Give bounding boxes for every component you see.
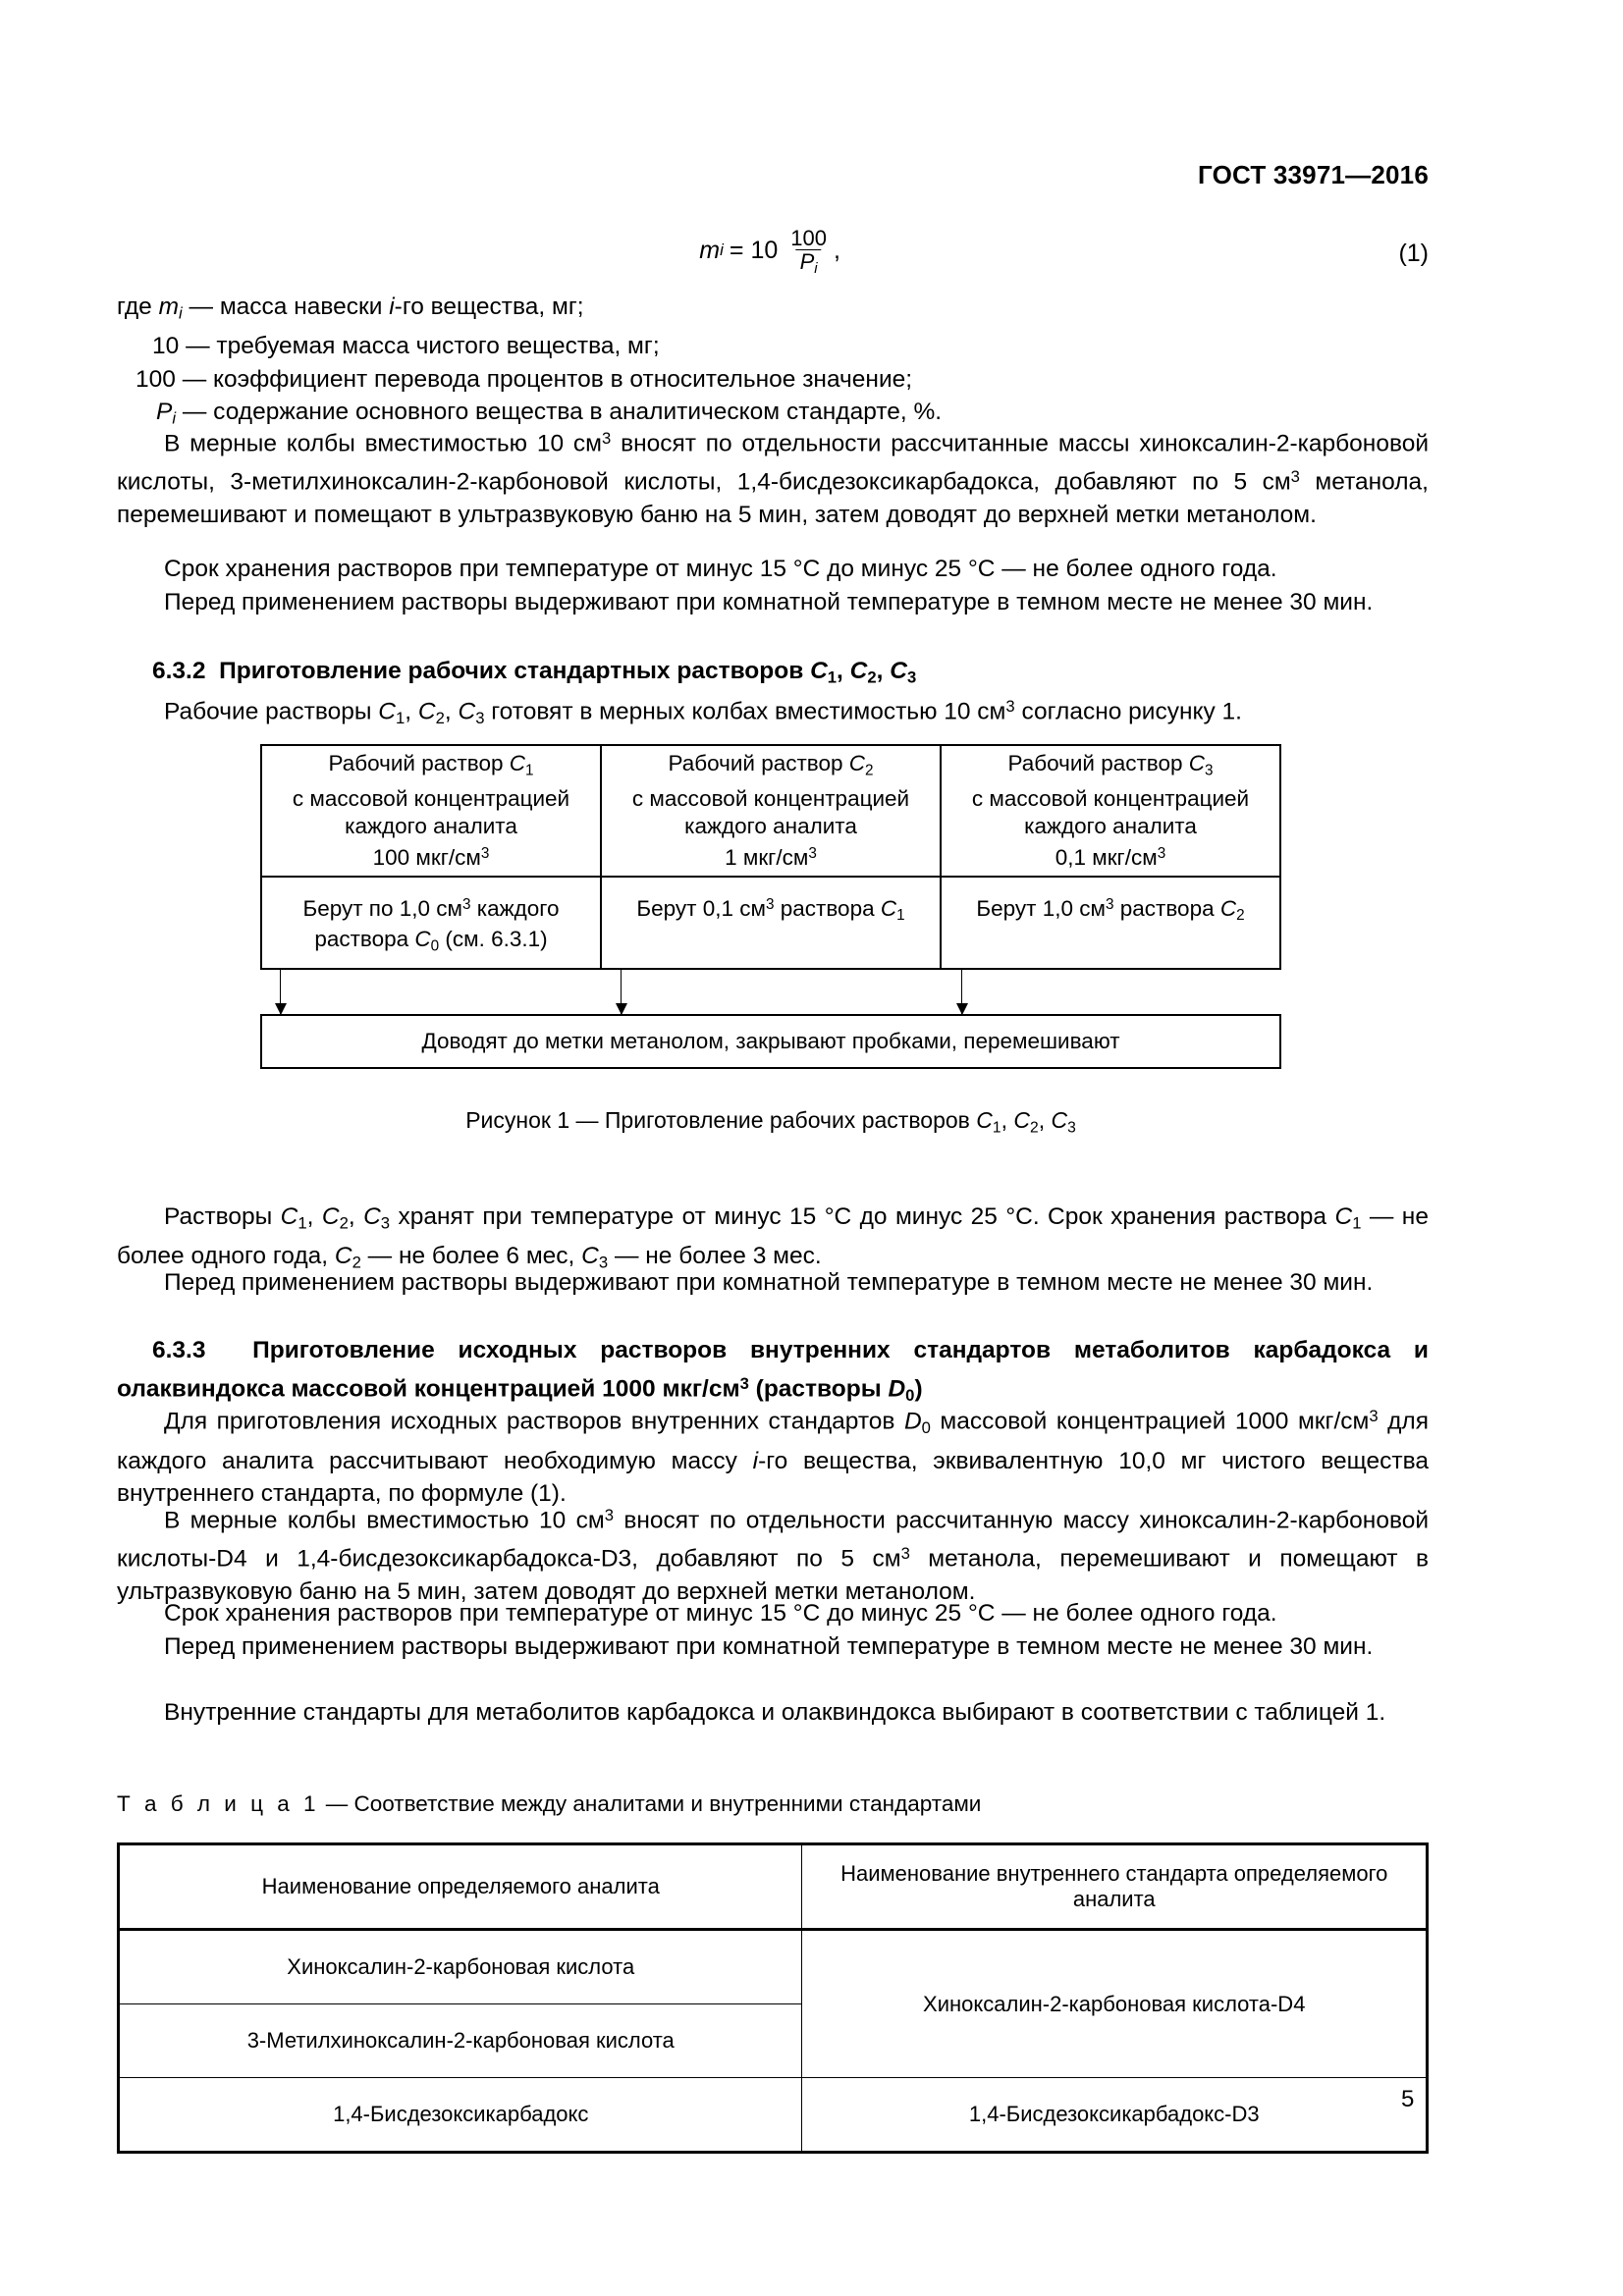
flow-arrow-c3-down-icon	[961, 970, 962, 1014]
paragraph-text: для каждого аналита рассчитывают необходимую массу	[117, 1408, 1429, 1474]
var-c3-sub: 3	[380, 1213, 391, 1233]
flowchart-action-var-sub: 2	[1236, 907, 1245, 925]
heading-var-d0: D	[888, 1374, 906, 1402]
flowchart-action-text: раствора	[774, 895, 881, 921]
flowchart-line	[668, 750, 873, 784]
flowchart-concentration: 1 мкг/см	[725, 844, 809, 870]
flowchart-line	[302, 889, 559, 924]
var-c1: C	[280, 1203, 298, 1230]
paragraph-before-use: Перед применением растворы выдерживают при комнатной температуре в темном месте не менее 30 мин.	[164, 589, 1374, 615]
var-c2: C	[417, 698, 436, 725]
formula-definitions	[117, 291, 1429, 435]
paragraph-before-use-2: Перед применением растворы выдерживают при комнатной температуре в темном месте не менее 30 мин.	[164, 1269, 1374, 1296]
separator: ,	[405, 698, 418, 725]
flowchart-action-text: раствора	[314, 926, 415, 951]
paragraph-text: — не более 3 мес.	[608, 1243, 822, 1270]
paragraph-6-3-3-flasks	[117, 1499, 1429, 1608]
superscript-cubic: 3	[462, 896, 471, 913]
superscript-cubic: 3	[602, 429, 612, 448]
paragraph-text: Растворы	[164, 1203, 281, 1230]
table-cell-internal-standard: 1,4-Бисдезоксикарбадокс-D3	[802, 2078, 1428, 2153]
formula-block	[117, 226, 1429, 285]
var-c3: C	[581, 1243, 599, 1270]
flowchart-column-c1	[262, 746, 602, 968]
flowchart-action-text: раствора	[1113, 895, 1220, 921]
heading-var-c3: C	[890, 658, 907, 684]
flowchart-line	[1055, 840, 1166, 872]
paragraph-text: Для приготовления исходных растворов внутренних стандартов	[164, 1408, 904, 1435]
var-c3-sub: 3	[598, 1253, 609, 1272]
flowchart-action-text: (см. 6.3.1)	[439, 926, 548, 951]
paragraph-text: массовой концентрацией 1000 мкг/см	[930, 1408, 1370, 1435]
flowchart-action-text: каждого	[470, 895, 560, 921]
flowchart-action-text: Берут 1,0 см	[976, 895, 1106, 921]
var-c2-sub: 2	[339, 1213, 349, 1233]
flowchart-box-action-c1	[262, 878, 600, 968]
paragraph-text: согласно рисунку 1.	[1014, 698, 1242, 725]
var-i: i	[752, 1447, 759, 1474]
paragraph-text: — не более одного года,	[117, 1203, 1429, 1270]
flowchart-line	[725, 840, 817, 872]
var-c2-sub: 2	[352, 1253, 361, 1272]
superscript-cubic: 3	[604, 1506, 614, 1524]
table-row	[119, 2078, 1428, 2153]
superscript-cubic: 3	[1005, 697, 1015, 716]
flowchart-line	[1007, 750, 1213, 784]
superscript-cubic: 3	[808, 844, 817, 862]
definition-dash: —	[186, 333, 210, 360]
caption-var-c2-sub: 2	[1030, 1119, 1039, 1137]
var-d0-sub: 0	[921, 1418, 931, 1438]
flowchart-box-final-step: Доводят до метки метанолом, закрывают пробками, перемешивают	[260, 1014, 1281, 1069]
table-1-head	[119, 1844, 1428, 1930]
flowchart-grid	[260, 744, 1281, 970]
flowchart-action-text: Берут по 1,0 см	[302, 895, 462, 921]
definition-text: коэффициент перевода процентов в относительное значение;	[213, 365, 913, 393]
paragraph-6-3-3-storage: Срок хранения растворов при температуре от минус 15 °С до минус 25 °С — не более одного года.	[164, 1600, 1277, 1627]
var-c1-sub: 1	[396, 709, 406, 728]
paragraph-text: — не более 6 мес,	[360, 1243, 582, 1270]
flowchart-action-var-sub: 0	[430, 937, 440, 955]
formula-lhs-variable: m	[699, 236, 721, 264]
paragraph-6-3-2-body	[117, 690, 1429, 735]
definition-item-mi	[117, 291, 1429, 330]
separator: ,	[444, 698, 459, 725]
heading-number: 6.3.3	[152, 1337, 206, 1363]
caption-separator: ,	[1038, 1107, 1052, 1133]
flowchart-title-sub: 1	[525, 762, 534, 779]
table-header-internal-standard: Наименование внутреннего стандарта определяемого аналита	[802, 1844, 1428, 1930]
table-header-analyte: Наименование определяемого аналита	[119, 1844, 802, 1930]
table-caption-text: — Соответствие между аналитами и внутренними стандартами	[319, 1791, 982, 1816]
separator: ,	[306, 1203, 322, 1230]
paragraph-6-3-3-calc	[117, 1400, 1429, 1511]
definition-text-post: -го вещества, мг;	[394, 294, 584, 320]
flowchart-action-var-sub: 1	[896, 907, 905, 925]
flowchart-line	[976, 889, 1244, 931]
formula-denominator	[796, 249, 822, 277]
definition-dash: —	[182, 365, 207, 393]
paragraph-text: Рабочие растворы	[164, 698, 379, 725]
table-row	[119, 1930, 1428, 2004]
definition-term-variable: m	[158, 294, 179, 320]
var-c2: C	[334, 1243, 352, 1270]
heading-6-3-2	[117, 655, 1429, 694]
var-c2-sub: 2	[435, 709, 445, 728]
var-c3: C	[458, 698, 476, 725]
table-1	[117, 1842, 1429, 2154]
heading-title: (растворы	[748, 1374, 889, 1402]
flowchart-concentration: 0,1 мкг/см	[1055, 844, 1158, 870]
superscript-cubic: 3	[1369, 1407, 1379, 1425]
caption-var-c1: C	[976, 1107, 993, 1133]
definition-dash: —	[189, 294, 214, 320]
flowchart-title-text: Рабочий раствор	[668, 751, 849, 776]
heading-var-c1-sub: 1	[827, 667, 838, 687]
superscript-cubic: 3	[900, 1543, 910, 1563]
flowchart-line	[373, 840, 490, 872]
formula-numerator: 100	[790, 226, 827, 250]
caption-var-c1-sub: 1	[992, 1119, 1001, 1137]
heading-var-c3-sub: 3	[906, 667, 917, 687]
flowchart-concentration: 100 мкг/см	[372, 844, 481, 870]
flowchart-line	[314, 924, 547, 961]
flowchart-line: каждого аналита	[1024, 813, 1197, 838]
var-c1: C	[378, 698, 396, 725]
flowchart-title-var: C	[1188, 751, 1206, 776]
definition-item-100	[117, 363, 1429, 397]
definition-term: 10	[152, 333, 180, 360]
flowchart-title-var: C	[509, 751, 526, 776]
definition-term-subscript: i	[172, 408, 177, 428]
var-c3-sub: 3	[475, 709, 485, 728]
paragraph-text: хранят при температуре от минус 15 °С до минус 25 °С. Срок хранения раствора	[390, 1203, 1335, 1230]
paragraph-storage-term: Срок хранения растворов при температуре от минус 15 °С до минус 25 °С — не более одного года.	[164, 556, 1277, 582]
flowchart-action-text: Берут 0,1 см	[636, 895, 766, 921]
paragraph-text: В мерные колбы вместимостью 10 см	[164, 1507, 605, 1534]
flowchart-line: с массовой концентрацией	[631, 785, 910, 811]
heading-var-c1: C	[810, 658, 828, 684]
flowchart-column-c3	[942, 746, 1279, 968]
formula-number: (1)	[1398, 240, 1429, 267]
definition-item-10	[117, 330, 1429, 363]
definition-text-italic: i	[389, 294, 395, 320]
caption-var-c2: C	[1013, 1107, 1030, 1133]
heading-var-c2-sub: 2	[867, 667, 877, 687]
definition-dash: —	[182, 399, 207, 426]
flowchart-title-var: C	[848, 751, 866, 776]
flowchart-arrows	[260, 970, 1281, 1014]
flowchart-box-action-c3	[942, 878, 1279, 968]
paragraph-text: метанола, перемешивают и помещают в ультразвуковую баню на 5 мин, затем доводят до верхней метки метанолом.	[117, 1545, 1429, 1605]
definitions-intro-word: где	[117, 294, 152, 320]
figure-1-flowchart	[260, 744, 1281, 1069]
heading-separator: ,	[876, 658, 891, 684]
heading-var-d0-sub: 0	[905, 1385, 915, 1405]
caption-var-c3: C	[1051, 1107, 1068, 1133]
heading-title: )	[914, 1374, 923, 1402]
flowchart-box-solution-c1	[262, 746, 600, 878]
paragraph-text: метанола, перемешивают и помещают в ультразвуковую баню на 5 мин, затем доводят до верхней метки метанолом.	[117, 468, 1429, 528]
flowchart-line	[636, 889, 904, 931]
superscript-cubic: 3	[766, 896, 775, 913]
var-c1: C	[1334, 1203, 1353, 1230]
superscript-cubic: 3	[1106, 896, 1114, 913]
table-cell-analyte: 3-Метилхиноксалин-2-карбоновая кислота	[119, 2004, 802, 2078]
table-header-row	[119, 1844, 1428, 1930]
flow-arrow-c1-down-icon	[280, 970, 281, 1014]
var-d0: D	[903, 1408, 922, 1435]
paragraph-text: -го вещества, эквивалентную 10,0 мг чистого вещества внутреннего стандарта, по формуле (1).	[117, 1447, 1429, 1508]
paragraph-text: вносят по отдельности рассчитанную массу хиноксалин-2-карбоновой кислоты-D4 и 1,4-бисдезоксикарбадокса-D3, добавляют по 5 см	[117, 1507, 1429, 1573]
table-1-caption	[117, 1791, 981, 1817]
formula-denominator-subscript: i	[814, 260, 818, 278]
flowchart-line: с массовой концентрацией	[292, 785, 570, 811]
paragraph-text: вносят по отдельности рассчитанные массы хиноксалин-2-карбоновой кислоты, 3-метилхиноксалин-2-карбоновой кислоты, 1,4-бисдезоксикарбадокса, добавляют по 5 см	[117, 430, 1430, 496]
heading-number: 6.3.2	[152, 658, 206, 684]
superscript-cubic: 3	[739, 1373, 749, 1393]
figure-1-caption	[260, 1107, 1281, 1137]
superscript-cubic: 3	[1290, 466, 1300, 486]
formula-denominator-variable: P	[799, 249, 815, 275]
separator: ,	[348, 1203, 364, 1230]
table-caption-label: Т а б л и ц а 1	[117, 1791, 320, 1816]
flowchart-title-text: Рабочий раствор	[1007, 751, 1189, 776]
table-1-body	[119, 1930, 1428, 2153]
flowchart-title-sub: 2	[865, 762, 874, 779]
flowchart-action-var: C	[1219, 895, 1237, 921]
formula-equals: = 10	[729, 236, 779, 264]
definition-text: содержание основного вещества в аналитическом стандарте, %.	[213, 399, 943, 426]
heading-var-c2: C	[849, 658, 868, 684]
caption-text: Рисунок 1 — Приготовление рабочих растворов	[465, 1107, 977, 1133]
definition-text-pre: масса навески	[219, 294, 390, 320]
superscript-cubic: 3	[480, 844, 490, 862]
flowchart-line	[328, 750, 533, 784]
var-c1-sub: 1	[1352, 1213, 1362, 1233]
flowchart-action-var: C	[414, 926, 431, 951]
heading-title: Приготовление исходных растворов внутренних стандартов метаболитов карбадокса и олаквиндокса массовой концентрацией 1000 мкг/см	[117, 1337, 1429, 1402]
paragraph-6-3-3-before-use: Перед применением растворы выдерживают при комнатной температуре в темном месте не менее 30 мин.	[164, 1633, 1374, 1660]
table-cell-analyte: Хиноксалин-2-карбоновая кислота	[119, 1930, 802, 2004]
var-c2: C	[321, 1203, 340, 1230]
flowchart-title-text: Рабочий раствор	[328, 751, 510, 776]
superscript-cubic: 3	[1157, 844, 1166, 862]
flowchart-column-c2	[602, 746, 942, 968]
caption-var-c3-sub: 3	[1067, 1119, 1076, 1137]
flowchart-line: каждого аналита	[345, 813, 517, 838]
heading-separator: ,	[837, 658, 850, 684]
flowchart-line: с массовой концентрацией	[971, 785, 1250, 811]
page-header-standard-number: ГОСТ 33971—2016	[1198, 160, 1429, 189]
formula-fraction	[786, 227, 831, 277]
paragraph-text: готовят в мерных колбах вместимостью 10 см	[484, 698, 1006, 725]
definition-term: 100	[135, 365, 176, 393]
flowchart-line: каждого аналита	[684, 813, 857, 838]
definition-text: требуемая масса чистого вещества, мг;	[216, 333, 660, 360]
page-number: 5	[1401, 2086, 1415, 2112]
definition-term-subscript: i	[179, 303, 183, 323]
caption-separator: ,	[1001, 1107, 1014, 1133]
flowchart-box-action-c2	[602, 878, 940, 968]
flowchart-box-solution-c3	[942, 746, 1279, 878]
flowchart-box-solution-c2	[602, 746, 940, 878]
formula-expression	[699, 226, 840, 276]
flowchart-title-sub: 3	[1205, 762, 1214, 779]
paragraph-text: В мерные колбы вместимостью 10 см	[164, 430, 603, 457]
table-cell-internal-standard: Хиноксалин-2-карбоновая кислота-D4	[802, 1930, 1428, 2078]
flowchart-action-var: C	[880, 895, 897, 921]
table-cell-analyte: 1,4-Бисдезоксикарбадокс	[119, 2078, 802, 2153]
definition-term-variable: P	[156, 399, 173, 426]
formula-lhs-subscript: i	[720, 240, 724, 260]
paragraph-flask-preparation	[117, 422, 1429, 531]
flow-arrow-c2-down-icon	[621, 970, 622, 1014]
heading-title: Приготовление рабочих стандартных растворов	[219, 658, 811, 684]
paragraph-6-3-3-internal-standards: Внутренние стандарты для метаболитов карбадокса и олаквиндокса выбирают в соответствии с таблицей 1.	[164, 1699, 1386, 1726]
var-c1-sub: 1	[298, 1213, 307, 1233]
var-c3: C	[363, 1203, 381, 1230]
formula-trailing-comma: ,	[833, 236, 840, 264]
